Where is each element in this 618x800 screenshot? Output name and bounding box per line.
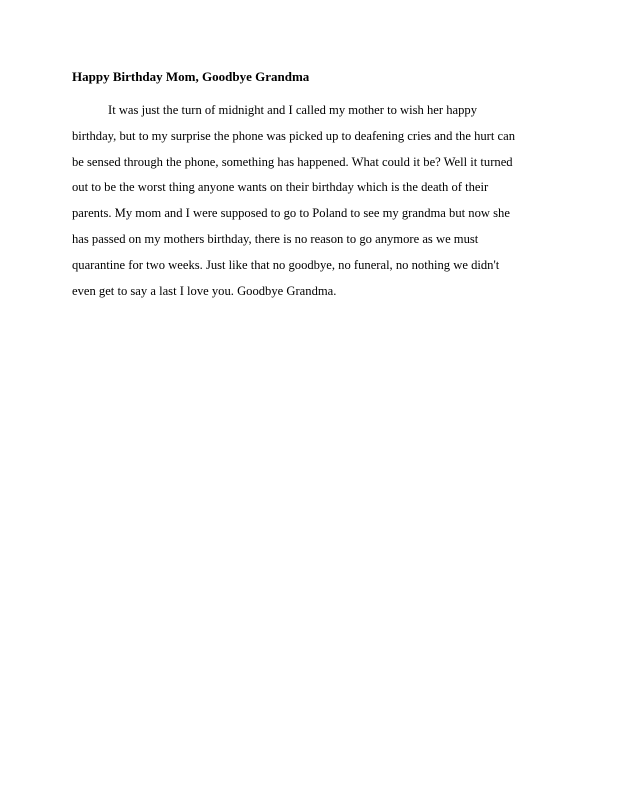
body-line: has passed on my mothers birthday, there is no reason to go anymore as we must — [72, 231, 479, 246]
body-line: parents. My mom and I were supposed to go to Poland to see my grandma but now she — [72, 206, 510, 221]
body-line: quarantine for two weeks. Just like that no goodbye, no funeral, no nothing we didn't — [72, 257, 500, 272]
body-line: out to be the worst thing anyone wants on their birthday which is the death of their — [72, 180, 489, 195]
body-line: birthday, but to my surprise the phone was picked up to deafening cries and the hurt can — [72, 128, 515, 143]
body-line: It was just the turn of midnight and I called my mother to wish her happy — [108, 103, 477, 117]
document-title: Happy Birthday Mom, Goodbye Grandma — [72, 69, 310, 84]
document-body — [72, 98, 552, 304]
body-line: even get to say a last I love you. Goodbye Grandma. — [72, 283, 337, 298]
body-line: be sensed through the phone, something has happened. What could it be? Well it turned — [72, 154, 513, 169]
